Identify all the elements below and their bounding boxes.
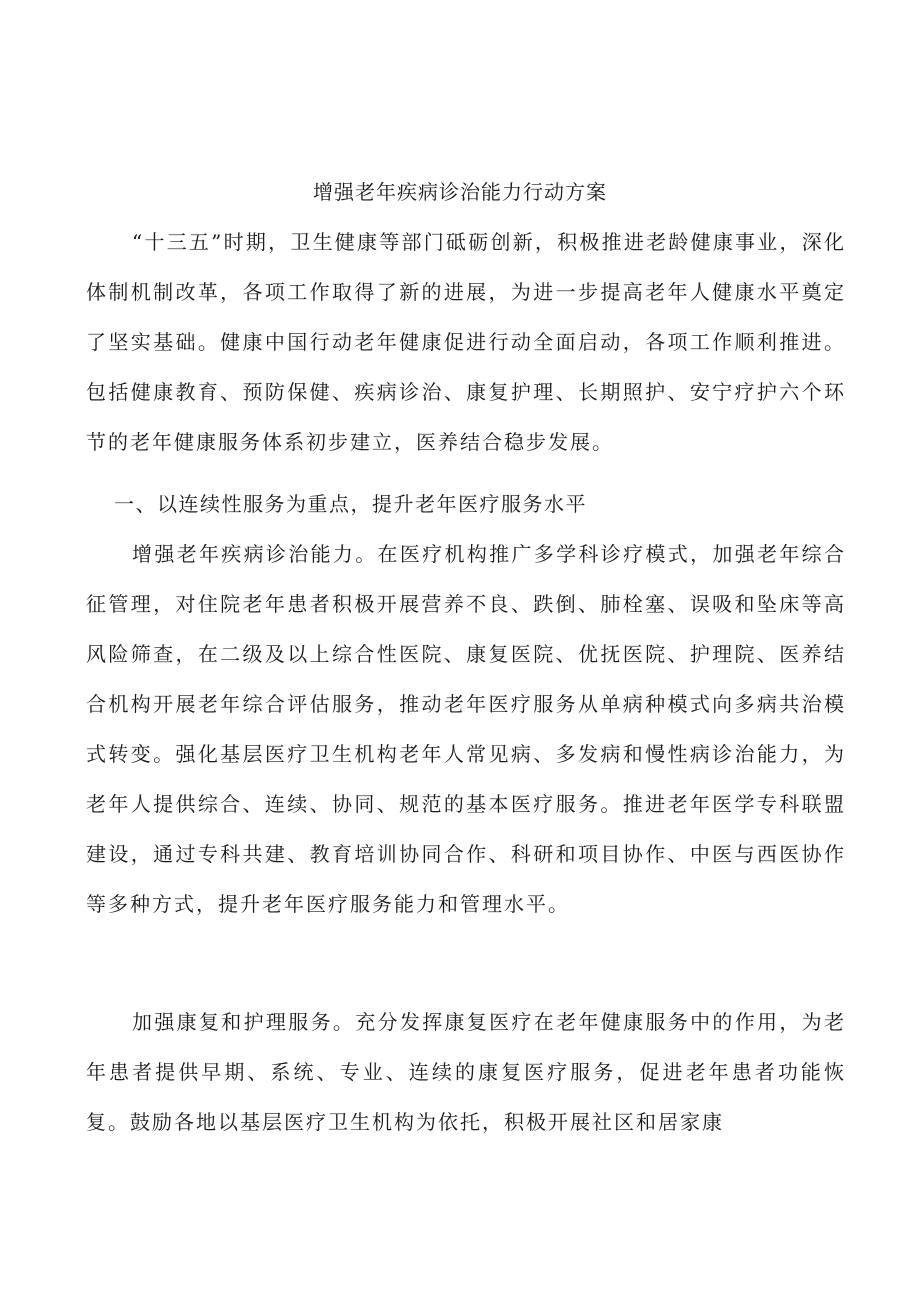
intro-paragraph: “十三五”时期，卫生健康等部门砥砺创新，积极推进老龄健康事业，深化体制机制改革，各项工作取得了新的进展，为进一步提高老年人健康水平奠定了坚实基础。健康中国行动老年健康促进行动全面启动，各项工作顺利推进。包括健康教育、预防保健、疾病诊治、康复护理、长期照护、安宁疗护六个环节的老年健康服务体系初步建立，医养结合稳步发展。 (86, 230, 846, 454)
document-title: 增强老年疾病诊治能力行动方案 (313, 180, 607, 204)
section-heading: 一、以连续性服务为重点，提升老年医疗服务水平 (114, 492, 587, 516)
body-paragraph: 加强康复和护理服务。充分发挥康复医疗在老年健康服务中的作用，为老年患者提供早期、系统、专业、连续的康复医疗服务，促进老年患者功能恢复。鼓励各地以基层医疗卫生机构为依托，积极开展社区和居家康 (86, 1010, 846, 1134)
body-paragraph: 增强老年疾病诊治能力。在医疗机构推广多学科诊疗模式，加强老年综合征管理，对住院老年患者积极开展营养不良、跌倒、肺栓塞、误吸和坠床等高风险筛查，在二级及以上综合性医院、康复医院、优抚医院、护理院、医养结合机构开展老年综合评估服务，推动老年医疗服务从单病种模式向多病共治模式转变。强化基层医疗卫生机构老年人常见病、多发病和慢性病诊治能力，为老年人提供综合、连续、协同、规范的基本医疗服务。推进老年医学专科联盟建设，通过专科共建、教育培训协同合作、科研和项目协作、中医与西医协作等多种方式，提升老年医疗服务能力和管理水平。 (86, 542, 846, 916)
